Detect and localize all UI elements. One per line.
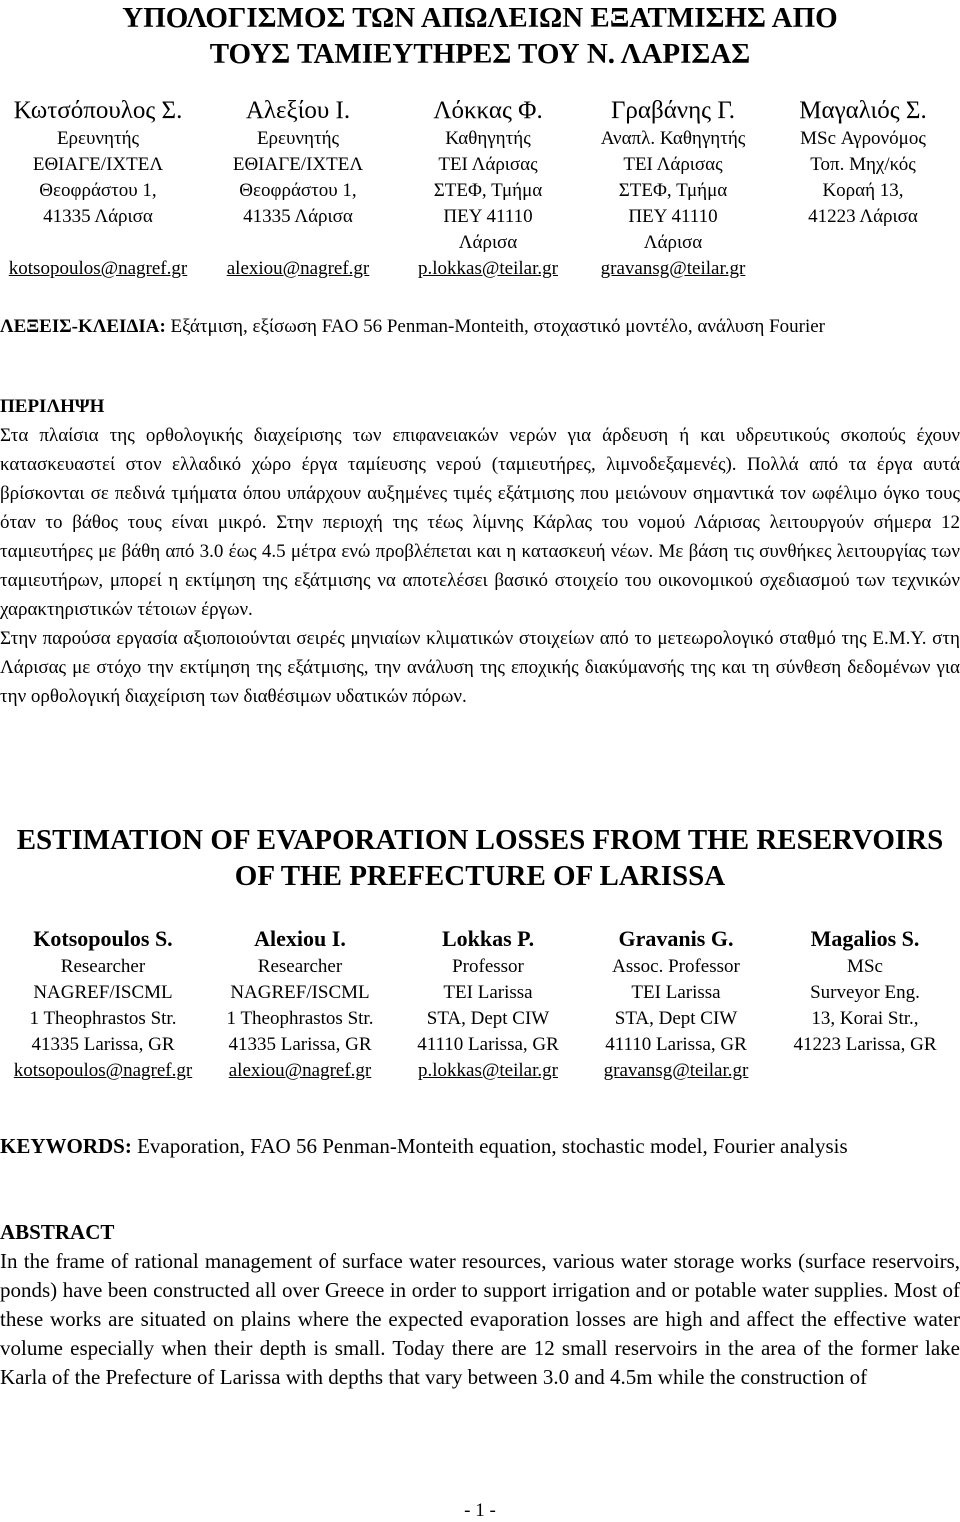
author-city: 41223 Λάρισα: [808, 206, 918, 227]
author-name: Κωτσόπουλος Σ.: [13, 97, 183, 124]
author-email-link[interactable]: gravansg@teilar.gr: [603, 1060, 749, 1081]
author-city: 41223 Larissa, GR: [793, 1034, 937, 1055]
english-abstract-heading: ABSTRACT: [0, 1220, 115, 1244]
author-role: Assoc. Professor: [612, 956, 740, 977]
page-number: - 1 -: [464, 1500, 496, 1521]
author-email-link[interactable]: alexiou@nagref.gr: [228, 1060, 372, 1081]
author-name: Alexiou I.: [254, 926, 346, 951]
greek-keywords-text: Εξάτμιση, εξίσωση FAO 56 Penman-Monteith, στοχαστικό μοντέλο, ανάλυση Fourier: [165, 316, 826, 337]
greek-author-1: [0, 96, 196, 282]
greek-keywords: [0, 312, 960, 341]
author-role: Αναπλ. Καθηγητής: [600, 128, 746, 149]
author-affiliation: ΕΘΙΑΓΕ/ΙΧΤΕΛ: [232, 154, 364, 175]
english-abstract-paragraph-1: In the frame of rational management of surface water resources, various water storage works (surface reservoirs, ponds) have been constructed all over Greece in order to support irrigation and or potable water supplies. Most of these works are situated on plains where the expected evaporation losses are high and affect the effective water volume especially when their depth is small. Today there are 12 small reservoirs in the area of the former lake Karla of the Prefecture of Larissa with depths that vary between 3.0 and 4.5m while the construction of: [0, 1249, 960, 1389]
author-email-link[interactable]: kotsopoulos@nagref.gr: [13, 1060, 193, 1081]
english-abstract: [0, 1218, 960, 1392]
author-role: Researcher: [257, 956, 343, 977]
author-address: Κοραή 13,: [822, 180, 904, 201]
author-address: ΣΤΕΦ, Τμήμα: [618, 180, 728, 201]
author-name: Kotsopoulos S.: [33, 926, 173, 951]
english-keywords: [0, 1132, 960, 1161]
greek-title-line2: ΤΟΥΣ ΤΑΜΙΕΥΤΗΡΕΣ ΤΟΥ Ν. ΛΑΡΙΣΑΣ: [209, 38, 751, 70]
english-author-1: [0, 924, 206, 1084]
author-extra: [0, 230, 196, 256]
author-extra: [198, 230, 398, 256]
author-name: Αλεξίου Ι.: [245, 97, 351, 124]
author-address: STA, Dept CIW: [426, 1008, 550, 1029]
author-address: Θεοφράστου 1,: [239, 180, 357, 201]
author-affiliation: ΤΕΙ Λάρισας: [438, 154, 538, 175]
author-name: Magalios S.: [810, 926, 920, 951]
author-city: 41335 Λάρισα: [43, 206, 153, 227]
author-name: Μαγαλιός Σ.: [799, 97, 927, 124]
english-title-line1: ESTIMATION OF EVAPORATION LOSSES FROM THE RESERVOIRS: [16, 824, 944, 856]
english-keywords-label: KEYWORDS:: [0, 1134, 132, 1158]
author-role: Ερευνητής: [56, 128, 140, 149]
greek-author-2: [198, 96, 398, 282]
author-role: Researcher: [60, 956, 146, 977]
greek-abstract-paragraph-1: Στα πλαίσια της ορθολογικής διαχείρισης των επιφανειακών νερών για άρδευση ή και υδρευτικούς σκοπούς έχουν κατασκευαστεί στον ελλαδικό χώρο έργα ταμίευσης νερού (ταμιευτήρες, λιμνοδεξαμενές). Πολλά από τα έργα αυτά βρίσκονται σε πεδινά τμήματα όπου υπάρχουν αυξημένες τιμές εξάτμισης που μειώνουν σημαντικά τον ωφέλιμο όγκο τους όταν το βάθος τους είναι μικρό. Στην περιοχή της τέως λίμνης Κάρλας του νομού Λάρισας λειτουργούν σήμερα 12 ταμιευτήρες με βάθη από 3.0 έως 4.5 μέτρα ενώ προβλέπεται και η κατασκευή νέων. Με βάση τις συνθήκες λειτουργίας των ταμιευτήρων, μπορεί η εκτίμηση της εξάτμισης να αποτελέσει βασικό στοιχείο του οικονομικού σχεδιασμού των τεχνικών χαρακτηριστικών τέτοιων έργων.: [0, 425, 960, 620]
greek-abstract: [0, 392, 960, 711]
english-keywords-text: Evaporation, FAO 56 Penman-Monteith equation, stochastic model, Fourier analysis: [131, 1134, 848, 1158]
author-city: ΠΕΥ 41110: [628, 206, 718, 227]
author-affiliation: TEI Larissa: [443, 982, 533, 1003]
greek-title-line1: ΥΠΟΛΟΓΙΣΜΟΣ ΤΩΝ ΑΠΩΛΕΙΩΝ ΕΞΑΤΜΙΣΗΣ ΑΠΟ: [122, 2, 838, 34]
author-role: MSc: [847, 956, 883, 977]
author-email-link[interactable]: alexiou@nagref.gr: [226, 258, 370, 279]
author-name: Γραβάνης Γ.: [610, 97, 736, 124]
author-affiliation: Surveyor Eng.: [810, 982, 920, 1003]
author-affiliation: TEI Larissa: [631, 982, 721, 1003]
author-address: 1 Theophrastos Str.: [226, 1008, 374, 1029]
english-author-2: [206, 924, 394, 1084]
author-extra: Λάρισα: [643, 232, 703, 253]
greek-abstract-heading: ΠΕΡΙΛΗΨΗ: [0, 396, 105, 417]
author-role: Professor: [452, 956, 524, 977]
author-email-link[interactable]: kotsopoulos@nagref.gr: [8, 258, 188, 279]
author-name: Gravanis G.: [618, 926, 734, 951]
author-name: Λόκκας Φ.: [433, 97, 543, 124]
author-role: MSc Αγρονόμος: [800, 128, 926, 149]
greek-author-3: [398, 96, 578, 282]
author-city: 41335 Λάρισα: [243, 206, 353, 227]
author-address: STA, Dept CIW: [614, 1008, 738, 1029]
author-city: 41335 Larissa, GR: [228, 1034, 372, 1055]
english-title: [0, 822, 960, 894]
author-name: Lokkas P.: [441, 926, 535, 951]
english-title-line2: OF THE PREFECTURE OF LARISSA: [234, 860, 726, 892]
english-author-4: [582, 924, 770, 1084]
author-role: Καθηγητής: [445, 128, 531, 149]
author-affiliation: Τοπ. Μηχ/κός: [810, 154, 916, 175]
author-city: 41110 Larissa, GR: [417, 1034, 559, 1055]
author-affiliation: ΤΕΙ Λάρισας: [623, 154, 723, 175]
author-affiliation: ΕΘΙΑΓΕ/ΙΧΤΕΛ: [32, 154, 164, 175]
greek-title: [0, 0, 960, 72]
author-city: ΠΕΥ 41110: [443, 206, 533, 227]
author-affiliation: NAGREF/ISCML: [33, 982, 173, 1003]
author-address: 1 Theophrastos Str.: [29, 1008, 177, 1029]
greek-keywords-label: ΛΕΞΕΙΣ-ΚΛΕΙΔΙΑ:: [0, 316, 166, 337]
author-role: Ερευνητής: [256, 128, 340, 149]
greek-author-4: [578, 96, 768, 282]
english-author-5: [770, 924, 960, 1058]
greek-author-5: [768, 96, 958, 230]
author-address: ΣΤΕΦ, Τμήμα: [433, 180, 543, 201]
author-address: 13, Korai Str.,: [811, 1008, 919, 1029]
english-author-3: [394, 924, 582, 1084]
author-city: 41335 Larissa, GR: [31, 1034, 175, 1055]
author-affiliation: NAGREF/ISCML: [230, 982, 370, 1003]
author-extra: Λάρισα: [458, 232, 518, 253]
author-email-link[interactable]: p.lokkas@teilar.gr: [418, 1060, 558, 1081]
author-address: Θεοφράστου 1,: [39, 180, 157, 201]
author-email-link[interactable]: p.lokkas@teilar.gr: [418, 258, 558, 279]
author-email-link[interactable]: gravansg@teilar.gr: [600, 258, 746, 279]
author-city: 41110 Larissa, GR: [605, 1034, 747, 1055]
greek-abstract-paragraph-2: Στην παρούσα εργασία αξιοποιούνται σειρές μηνιαίων κλιματικών στοιχείων από το μετεωρολογικό σταθμό της Ε.Μ.Υ. στη Λάρισας με στόχο την εκτίμηση της εξάτμισης, την ανάλυση της εποχικής διακύμανσής της και τη σύνθεση δεδομένων για την ορθολογική διαχείριση των διαθέσιμων υδατικών πόρων.: [0, 628, 960, 707]
